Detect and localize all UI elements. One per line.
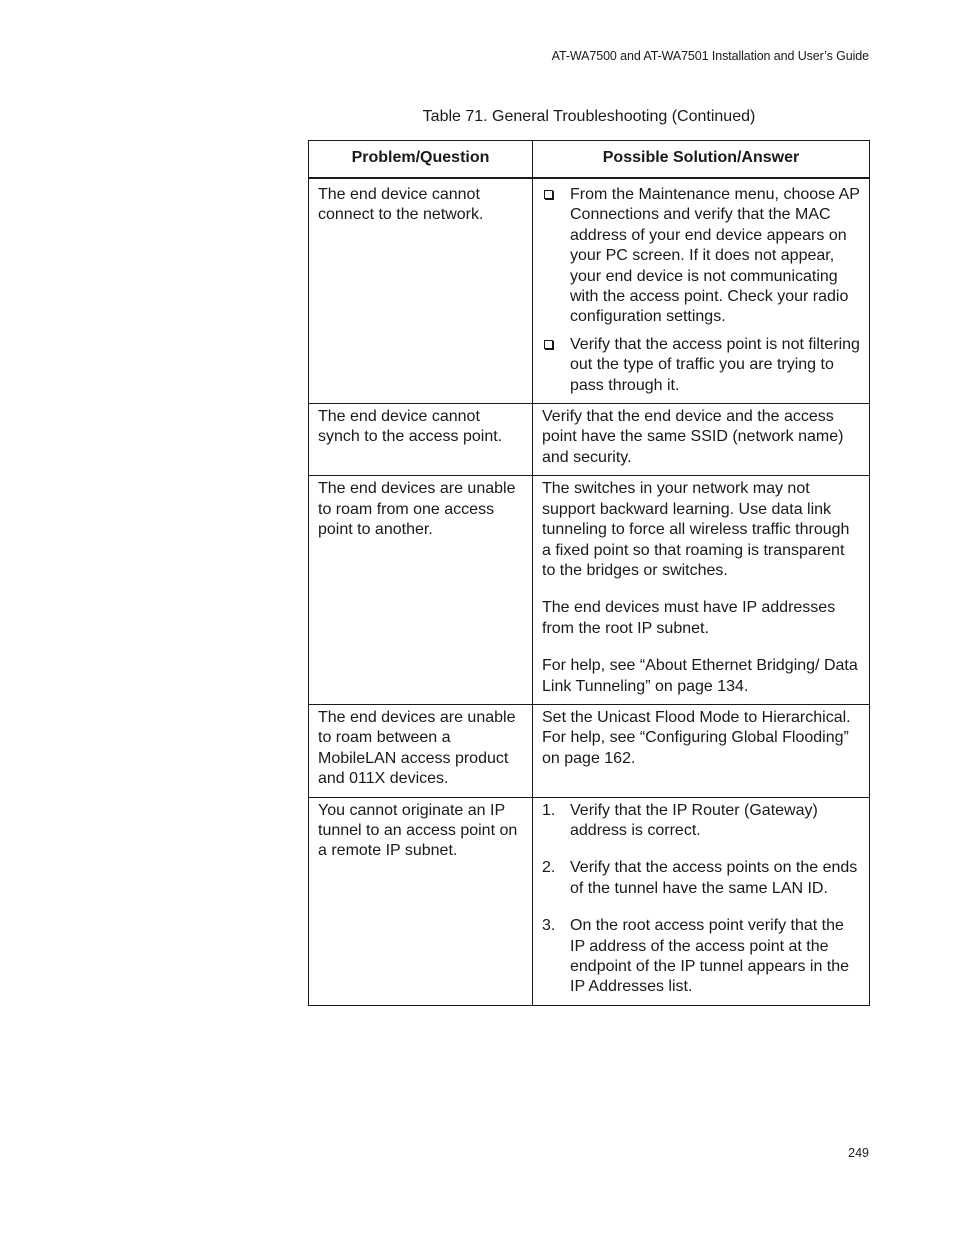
problem-cell: You cannot originate an IP tunnel to an access point on a remote IP subnet. (308, 798, 533, 1006)
solution-cell (533, 404, 870, 476)
problem-cell: The end device cannot synch to the access point. (308, 404, 533, 476)
column-header-problem: Problem/Question (308, 140, 533, 178)
table-row (308, 178, 870, 404)
solution-cell (533, 476, 870, 705)
checkbox-bullet-icon (544, 340, 553, 349)
list-item (542, 335, 861, 396)
step-item (542, 916, 861, 998)
running-header: AT-WA7500 and AT-WA7501 Installation and User’s Guide (551, 49, 869, 63)
step-number: 3. (542, 917, 556, 935)
step-text: Verify that the access points on the ends of the tunnel have the same LAN ID. (570, 859, 858, 897)
step-text: On the root access point verify that the IP address of the access point at the endpoint of the IP tunnel appears in the IP Addresses list. (570, 917, 850, 996)
step-item (542, 801, 861, 842)
numbered-steps (542, 801, 861, 998)
table-caption: Table 71. General Troubleshooting (Continued) (422, 108, 756, 125)
solution-cell (533, 178, 870, 404)
page-number: 249 (848, 1146, 869, 1160)
list-item-text: Verify that the access point is not filtering out the type of traffic you are trying to pass through it. (570, 335, 860, 394)
step-number: 1. (542, 801, 556, 819)
solution-paragraph: Verify that the end device and the access point have the same SSID (network name) and security. (542, 408, 844, 466)
problem-cell: The end device cannot connect to the network. (308, 178, 533, 404)
checkbox-list (542, 185, 861, 396)
list-item-text: From the Maintenance menu, choose AP Connections and verify that the MAC address of your end device appears on your PC screen. If it does not appear, your end device is not communicating with the access point. Check your radio configuration settings. (570, 186, 860, 326)
column-header-solution: Possible Solution/Answer (533, 140, 870, 178)
list-item (542, 185, 861, 328)
table-header-row (308, 140, 870, 178)
problem-cell: The end devices are unable to roam from one access point to another. (308, 476, 533, 705)
solution-cell (533, 705, 870, 798)
step-number: 2. (542, 859, 556, 877)
table-row (308, 705, 870, 798)
table-row (308, 404, 870, 476)
solution-paragraph: For help, see “About Ethernet Bridging/ Data Link Tunneling” on page 134. (542, 657, 858, 695)
solution-cell (533, 798, 870, 1006)
checkbox-bullet-icon (544, 190, 553, 199)
step-text: Verify that the IP Router (Gateway) address is correct. (570, 801, 818, 839)
step-item (542, 858, 861, 899)
troubleshooting-table (308, 140, 870, 1006)
solution-paragraph: The switches in your network may not support backward learning. Use data link tunneling to force all wireless traffic through a fixed point so that roaming is transparent to the bridges or switches. (542, 480, 850, 579)
problem-cell: The end devices are unable to roam between a MobileLAN access product and 011X devices. (308, 705, 533, 798)
table-row (308, 476, 870, 705)
table-row (308, 798, 870, 1006)
solution-paragraph: The end devices must have IP addresses from the root IP subnet. (542, 599, 836, 637)
solution-paragraph: Set the Unicast Flood Mode to Hierarchical. For help, see “Configuring Global Flooding” on page 162. (542, 708, 851, 767)
